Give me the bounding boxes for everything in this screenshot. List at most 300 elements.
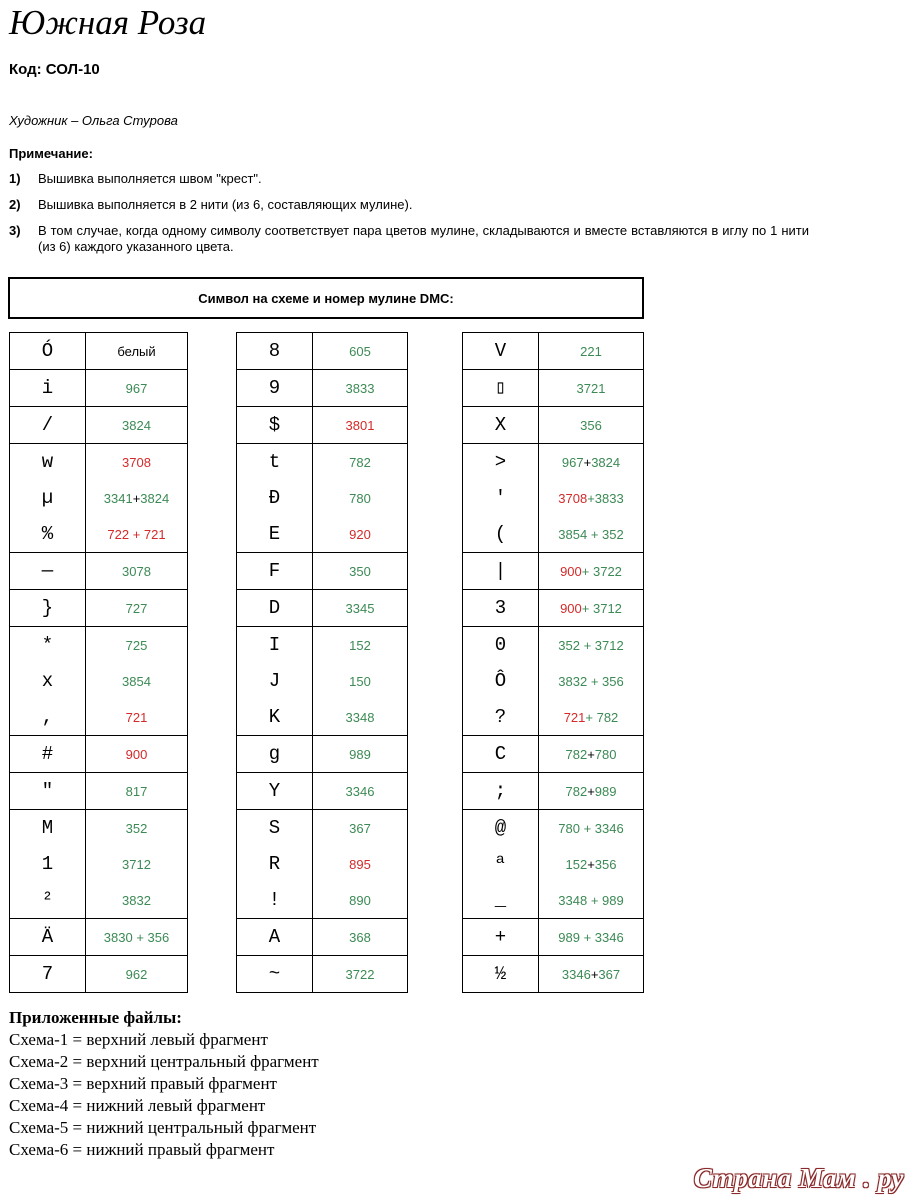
dmc-cell: [86, 553, 188, 590]
dmc-number-part: 3708: [558, 490, 588, 506]
dmc-number-part: 3078: [122, 563, 151, 579]
note-item: [9, 223, 809, 255]
dmc-number-part: 3824: [140, 490, 170, 506]
dmc-number-part: 3346: [345, 783, 375, 799]
note-item: [9, 197, 809, 213]
dmc-number: [313, 516, 407, 552]
file-item: Схема-5 = нижний центральный фрагмент: [9, 1118, 317, 1137]
dmc-number: [313, 407, 407, 443]
dmc-number-part: +: [587, 746, 595, 762]
dmc-number-part: +: [132, 490, 141, 506]
legend-row: [10, 444, 188, 553]
dmc-cell: [86, 736, 188, 773]
dmc-number: [313, 627, 407, 663]
legend-row: [237, 370, 408, 407]
dmc-number-part: 989 + 3346: [558, 929, 624, 945]
legend-row: [463, 407, 644, 444]
chart-symbol: ª: [494, 853, 507, 875]
dmc-number: [539, 736, 643, 772]
symbol-cell: [463, 553, 539, 590]
chart-symbol: E: [268, 523, 281, 545]
dmc-number-part: 3348: [345, 709, 375, 725]
chart-symbol: I: [268, 634, 281, 656]
dmc-number-part: 352: [125, 820, 148, 836]
dmc-number-part: + 3712: [581, 600, 622, 616]
legend-row: [10, 407, 188, 444]
symbol-cell: [10, 407, 86, 444]
chart-symbol: #: [41, 743, 54, 765]
dmc-cell: [539, 444, 644, 553]
dmc-number-part: 152: [349, 637, 371, 653]
chart-symbol: _: [494, 889, 507, 911]
chart-symbol: V: [494, 340, 507, 362]
symbol-cell: [237, 333, 313, 370]
legend-row: [463, 627, 644, 736]
dmc-number-part: 3346: [561, 966, 591, 982]
page-title: Южная Роза: [9, 3, 207, 42]
symbol-cell: [463, 444, 539, 553]
dmc-number-part: 3712: [122, 856, 151, 872]
chart-symbol: S: [268, 817, 281, 839]
artist-credit: Художник – Ольга Стурова: [9, 113, 178, 128]
chart-symbol: 0: [494, 634, 507, 656]
dmc-number: [86, 956, 187, 992]
dmc-number: [539, 919, 643, 955]
chart-symbol: 8: [268, 340, 281, 362]
dmc-number: [313, 480, 407, 516]
dmc-number-part: 782: [349, 454, 371, 470]
dmc-number-part: 605: [349, 343, 371, 359]
dmc-number-part: 3832: [122, 892, 151, 908]
chart-symbol: R: [268, 853, 281, 875]
dmc-cell: [86, 956, 188, 993]
legend-row: [10, 919, 188, 956]
chart-symbol: ?: [494, 706, 507, 728]
dmc-number-part: 3824: [122, 417, 151, 433]
dmc-number-part: 989: [594, 783, 617, 799]
dmc-number: [539, 627, 643, 663]
dmc-number: [313, 699, 407, 735]
dmc-number: [86, 699, 187, 735]
legend-row: [463, 773, 644, 810]
symbol-cell: [463, 590, 539, 627]
dmc-number-part: +: [590, 966, 599, 982]
dmc-number-part: 3722: [345, 966, 375, 982]
legend-row: [10, 736, 188, 773]
dmc-number-part: 3833: [594, 490, 624, 506]
dmc-number: [86, 553, 187, 589]
dmc-number-part: 3824: [591, 454, 621, 470]
dmc-number: [86, 627, 187, 663]
dmc-number-part: 782: [565, 783, 588, 799]
dmc-number-part: 367: [349, 820, 371, 836]
notes-heading: Примечание:: [9, 146, 93, 161]
dmc-number-part: 900: [125, 746, 148, 762]
dmc-number-part: 3708: [122, 454, 151, 470]
dmc-cell: [539, 370, 644, 407]
dmc-number: [313, 370, 407, 406]
dmc-number: [313, 663, 407, 699]
note-text: Вышивка выполняется в 2 нити (из 6, составляющих мулине).: [38, 197, 413, 212]
dmc-number-part: 368: [349, 929, 371, 945]
chart-symbol: ,: [41, 706, 54, 728]
legend-row: [463, 370, 644, 407]
dmc-number-part: 895: [349, 856, 371, 872]
dmc-number-part: 900: [560, 563, 582, 579]
dmc-number: [86, 810, 187, 846]
symbol-cell: [10, 956, 86, 993]
dmc-number: [313, 736, 407, 772]
symbol-cell: [237, 407, 313, 444]
dmc-number-part: 721: [125, 709, 148, 725]
legend-row: [237, 736, 408, 773]
dmc-cell: [313, 627, 408, 736]
legend-row: [237, 919, 408, 956]
dmc-number: [539, 956, 643, 992]
chart-symbol: %: [41, 523, 54, 545]
dmc-number-part: 152: [565, 856, 588, 872]
dmc-cell: [539, 627, 644, 736]
chart-symbol: Ä: [41, 926, 54, 948]
dmc-number-part: 817: [125, 783, 148, 799]
dmc-cell: [313, 407, 408, 444]
legend-row: [10, 956, 188, 993]
dmc-cell: [539, 333, 644, 370]
chart-symbol: Đ: [268, 487, 281, 509]
dmc-cell: [539, 407, 644, 444]
dmc-number-part: 3341: [103, 490, 133, 506]
dmc-number: [86, 333, 187, 369]
dmc-number: [539, 553, 643, 589]
chart-symbol: µ: [41, 487, 54, 509]
dmc-number-part: 721: [563, 709, 586, 725]
dmc-cell: [539, 590, 644, 627]
chart-symbol: ": [41, 780, 54, 802]
dmc-number: [313, 810, 407, 846]
chart-symbol: A: [268, 926, 281, 948]
legend-row: [10, 370, 188, 407]
legend-row: [237, 956, 408, 993]
symbol-cell: [463, 370, 539, 407]
legend-title: Символ на схеме и номер мулине DMC:: [198, 290, 454, 306]
chart-symbol: Ô: [494, 670, 507, 692]
dmc-number: [313, 553, 407, 589]
attached-files-heading: Приложенные файлы:: [9, 1008, 182, 1027]
file-item: Схема-4 = нижний левый фрагмент: [9, 1096, 266, 1115]
dmc-number-part: 725: [125, 637, 148, 653]
legend-row: [237, 333, 408, 370]
symbol-cell: [10, 444, 86, 553]
legend-row: [463, 553, 644, 590]
chart-symbol: J: [268, 670, 281, 692]
chart-symbol: t: [268, 451, 281, 473]
pattern-code: Код: СОЛ-10: [9, 61, 100, 78]
legend-table-right: [462, 332, 644, 993]
symbol-cell: [10, 773, 86, 810]
dmc-number-part: +: [583, 454, 592, 470]
dmc-number-part: 350: [349, 563, 371, 579]
legend-row: [10, 773, 188, 810]
dmc-cell: [313, 736, 408, 773]
dmc-cell: [313, 773, 408, 810]
dmc-number: [313, 333, 407, 369]
legend-table-left: [9, 332, 188, 993]
dmc-number-part: 352 + 3712: [558, 637, 624, 653]
dmc-number-part: 780: [594, 746, 617, 762]
dmc-number: [313, 773, 407, 809]
dmc-number: [313, 919, 407, 955]
symbol-cell: [237, 627, 313, 736]
dmc-number: [539, 516, 643, 552]
chart-symbol: F: [268, 560, 281, 582]
site-watermark: Страна Мам . ру: [693, 1163, 904, 1193]
dmc-number: [539, 882, 643, 918]
chart-symbol: |: [494, 560, 507, 582]
symbol-cell: [463, 810, 539, 919]
dmc-number: [313, 444, 407, 480]
symbol-cell: [237, 370, 313, 407]
dmc-number-part: 3833: [345, 380, 375, 396]
dmc-number-part: 989: [349, 746, 371, 762]
dmc-number: [86, 663, 187, 699]
dmc-number: [86, 846, 187, 882]
note-number: 1): [9, 171, 21, 186]
symbol-cell: [463, 736, 539, 773]
dmc-number: [86, 736, 187, 772]
symbol-cell: [237, 553, 313, 590]
dmc-number-part: 3348 + 989: [558, 892, 624, 908]
dmc-number: [539, 663, 643, 699]
dmc-number: [313, 846, 407, 882]
dmc-number-part: 3830 + 356: [103, 929, 170, 945]
chart-symbol: ½: [494, 963, 507, 985]
dmc-number-part: белый: [117, 343, 156, 359]
legend-row: [463, 736, 644, 773]
chart-symbol: K: [268, 706, 281, 728]
dmc-number: [539, 444, 643, 480]
dmc-number-part: 356: [594, 856, 617, 872]
dmc-number: [86, 919, 187, 955]
chart-symbol: M: [41, 817, 54, 839]
dmc-cell: [539, 773, 644, 810]
chart-symbol: ▯: [494, 377, 507, 399]
symbol-cell: [10, 627, 86, 736]
dmc-number: [86, 407, 187, 443]
chart-symbol: ~: [268, 963, 281, 985]
chart-symbol: —: [41, 560, 54, 582]
symbol-cell: [10, 370, 86, 407]
chart-symbol: w: [41, 451, 54, 473]
legend-row: [10, 553, 188, 590]
chart-symbol: $: [268, 414, 281, 436]
dmc-cell: [539, 956, 644, 993]
dmc-cell: [86, 919, 188, 956]
symbol-cell: [463, 627, 539, 736]
chart-symbol: /: [41, 414, 54, 436]
dmc-cell: [86, 590, 188, 627]
note-text: Вышивка выполняется швом "крест".: [38, 171, 262, 186]
dmc-number-part: + 3722: [581, 563, 622, 579]
dmc-number: [313, 882, 407, 918]
note-number: 2): [9, 197, 21, 212]
file-item: Схема-3 = верхний правый фрагмент: [9, 1074, 277, 1093]
chart-symbol: x: [41, 670, 54, 692]
dmc-number: [86, 882, 187, 918]
dmc-cell: [86, 773, 188, 810]
dmc-number: [539, 480, 643, 516]
dmc-cell: [313, 590, 408, 627]
dmc-number: [313, 590, 407, 626]
dmc-number-part: + 782: [585, 709, 619, 725]
dmc-number-part: 967: [125, 380, 148, 396]
dmc-number: [86, 516, 187, 552]
legend-row: [237, 553, 408, 590]
dmc-number: [86, 773, 187, 809]
chart-symbol: g: [268, 743, 281, 765]
chart-symbol: ': [494, 487, 507, 509]
symbol-cell: [10, 810, 86, 919]
dmc-number-part: 727: [125, 600, 148, 616]
legend-row: [10, 627, 188, 736]
chart-symbol: 3: [494, 597, 507, 619]
dmc-number: [86, 444, 187, 480]
legend-row: [10, 810, 188, 919]
chart-symbol: >: [494, 451, 507, 473]
legend-row: [237, 627, 408, 736]
dmc-number-part: 3721: [576, 380, 606, 396]
dmc-number-part: 367: [598, 966, 621, 982]
dmc-number-part: 780 + 3346: [558, 820, 624, 836]
dmc-cell: [539, 810, 644, 919]
dmc-cell: [313, 333, 408, 370]
symbol-cell: [10, 553, 86, 590]
dmc-number-part: 782: [565, 746, 588, 762]
dmc-cell: [313, 810, 408, 919]
dmc-cell: [86, 333, 188, 370]
chart-symbol: D: [268, 597, 281, 619]
dmc-number: [86, 480, 187, 516]
legend-row: [463, 333, 644, 370]
dmc-number-part: 3345: [345, 600, 375, 616]
legend-row: [463, 956, 644, 993]
symbol-cell: [463, 407, 539, 444]
dmc-number-part: 356: [580, 417, 602, 433]
dmc-cell: [86, 810, 188, 919]
dmc-cell: [86, 627, 188, 736]
file-item: Схема-2 = верхний центральный фрагмент: [9, 1052, 319, 1071]
dmc-cell: [539, 919, 644, 956]
symbol-cell: [237, 773, 313, 810]
chart-symbol: *: [41, 634, 54, 656]
chart-symbol: 7: [41, 963, 54, 985]
symbol-cell: [237, 444, 313, 553]
legend-table-center: [236, 332, 408, 993]
symbol-cell: [10, 333, 86, 370]
dmc-cell: [313, 956, 408, 993]
dmc-number: [313, 956, 407, 992]
dmc-number-part: 150: [349, 673, 371, 689]
symbol-cell: [237, 590, 313, 627]
dmc-cell: [313, 553, 408, 590]
chart-symbol: +: [494, 926, 507, 948]
chart-symbol: @: [494, 817, 507, 839]
symbol-cell: [10, 590, 86, 627]
chart-symbol: ;: [494, 780, 507, 802]
legend-row: [237, 590, 408, 627]
chart-symbol: 1: [41, 853, 54, 875]
symbol-cell: [237, 736, 313, 773]
dmc-number-part: 780: [349, 490, 371, 506]
dmc-number: [539, 370, 643, 406]
dmc-number-part: 900: [560, 600, 582, 616]
dmc-number-part: 967: [561, 454, 584, 470]
symbol-cell: [237, 919, 313, 956]
dmc-number-part: +: [587, 490, 595, 506]
dmc-cell: [86, 407, 188, 444]
legend-row: [237, 444, 408, 553]
dmc-number: [539, 773, 643, 809]
chart-symbol: ²: [41, 889, 54, 911]
chart-symbol: i: [41, 377, 54, 399]
dmc-cell: [313, 919, 408, 956]
dmc-number-part: 3832 + 356: [558, 673, 624, 689]
legend-row: [463, 810, 644, 919]
chart-symbol: C: [494, 743, 507, 765]
legend-row: [463, 590, 644, 627]
symbol-cell: [463, 919, 539, 956]
symbol-cell: [463, 956, 539, 993]
dmc-number-part: 962: [125, 966, 148, 982]
dmc-number: [539, 810, 643, 846]
dmc-cell: [313, 444, 408, 553]
dmc-number-part: 890: [349, 892, 371, 908]
file-item: Схема-6 = нижний правый фрагмент: [9, 1140, 275, 1159]
legend-row: [463, 919, 644, 956]
symbol-cell: [237, 956, 313, 993]
legend-title-box: [8, 277, 644, 319]
attached-files: [9, 1007, 319, 1161]
dmc-number: [539, 846, 643, 882]
dmc-number-part: +: [587, 856, 595, 872]
dmc-number: [539, 333, 643, 369]
file-item: Схема-1 = верхний левый фрагмент: [9, 1030, 268, 1049]
legend-row: [237, 773, 408, 810]
note-item: [9, 171, 809, 187]
dmc-number-part: 221: [580, 343, 602, 359]
symbol-cell: [10, 736, 86, 773]
dmc-cell: [86, 370, 188, 407]
symbol-cell: [237, 810, 313, 919]
dmc-cell: [86, 444, 188, 553]
dmc-number-part: 722 + 721: [107, 526, 166, 542]
chart-symbol: Ó: [41, 340, 54, 362]
dmc-number: [86, 590, 187, 626]
chart-symbol: Y: [268, 780, 281, 802]
dmc-number-part: 3854 + 352: [558, 526, 624, 542]
chart-symbol: X: [494, 414, 507, 436]
symbol-cell: [463, 333, 539, 370]
dmc-number: [539, 699, 643, 735]
symbol-cell: [10, 919, 86, 956]
dmc-number-part: 3854: [122, 673, 151, 689]
dmc-cell: [313, 370, 408, 407]
dmc-cell: [539, 736, 644, 773]
legend-row: [237, 810, 408, 919]
chart-symbol: }: [41, 597, 54, 619]
dmc-number: [539, 407, 643, 443]
dmc-number: [539, 590, 643, 626]
chart-symbol: (: [494, 523, 507, 545]
